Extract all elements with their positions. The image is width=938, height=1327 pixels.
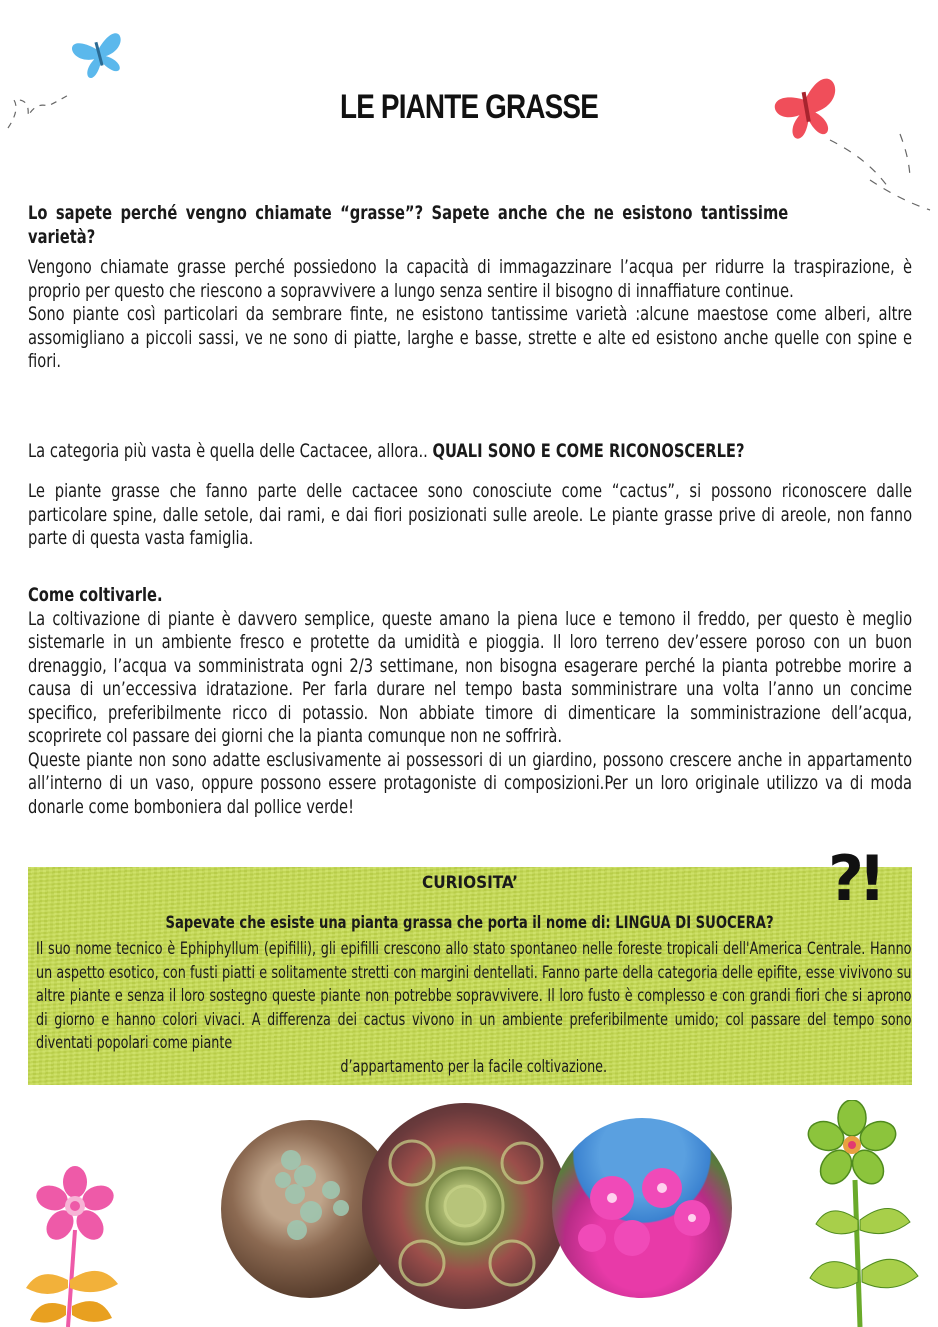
intro-question-text: Lo sapete perché vengno chiamate “grasse”? Sapete anche che ne esistono tantissime varietà? [28, 202, 789, 248]
paragraph-cactacee [28, 480, 912, 551]
curiosity-subtitle-text: Sapevate che esiste una pianta grassa che porta il nome di: LINGUA DI SUOCERA? [165, 913, 775, 933]
paragraph-categoria [28, 440, 912, 464]
paragraph-text: Sono piante così particolari da sembrare finte, ne esistono tantissime varietà :alcune maestose come alberi, altre assomigliano a piccoli sassi, ve ne sono di piatte, larghe e basse, strette e alte ed esistono anche quelle con spine e fiori. [28, 303, 913, 372]
curiosity-body: Il suo nome tecnico è Ephiphyllum (epifilli), gli epifilli crescono allo stato spontaneo nelle foreste tropicali dell'America Centrale. Hanno un aspetto esotico, con fusti piatti e solitamente stretti con margini dentellati. Fanno parte della categoria delle epifite, esse vivivono su altre piante e senza il loro sostegno queste piante non potrebbe sopravvivere. Il loro fusto è complesso e con grandi fiori che si aprono di giorno e hanno colori vivaci. A differenza dei cactus vivono in un ambiente preferibilmente umido; col passare del tempo sono diventati popolari come piante [36, 939, 912, 1052]
question-exclamation-icon: ?! [828, 842, 881, 915]
paragraph-text: Vengono chiamate grasse perché possiedono la capacità di immagazzinare l’acqua per ridurre la traspirazione, è proprio per questo che riescono a sopravvivere a lungo senza sentire il bisogno di innaffiature continue. [28, 256, 913, 302]
cactus-flowers-photo [552, 1118, 732, 1298]
paragraph-highlight: QUALI SONO E COME RICONOSCERLE? [432, 440, 745, 462]
intro-question [28, 202, 912, 249]
paragraph-text: Le piante grasse che fanno parte delle cactacee sono conosciute come “cactus”, si possono riconoscere dalle particolare spine, dalle setole, dai rami, e dai fiori posizionati sulle areole. Le piante grasse prive di areole, non fanno parte di questa vasta famiglia. [28, 480, 913, 549]
paragraph-text: Queste piante non sono adatte esclusivamente ai possessori di un giardino, possono crescere anche in appartamento all’interno di un vaso, oppure possono essere protagoniste di composizioni.Per un loro originale utilizzo va di moda donarle come bomboniera dal pollice verde! [28, 748, 913, 818]
sempervivum-photo [362, 1103, 568, 1309]
curiosity-subtitle [28, 913, 912, 933]
section-heading: Come coltivarle. [28, 584, 163, 606]
page-title: LE PIANTE GRASSE [340, 88, 598, 126]
green-flower-icon [800, 1100, 930, 1327]
curiosity-body-last: d’appartamento per la facile coltivazione. [340, 1056, 608, 1076]
curiosity-box [28, 867, 912, 1085]
pink-flower-icon [20, 1160, 130, 1327]
paragraph-coltivazione [28, 584, 912, 819]
paragraph-text: La coltivazione di piante è davvero semplice, queste amano la piena luce e temono il freddo, per questo è meglio sistemarle in un ambiente fresco e protette da umidità e pioggia. Il loro terreno dev’essere poroso con un buon drenaggio, l’acqua va somministrata ogni 2/3 settimane, non bisogna esagerare perché la pianta potrebbe morire a causa di un’eccessiva idratazione. Per farla durare nel tempo basta somministrare una volta l’anno un concime specifico, preferibilmente ricco di potassio. Non abbiate timore di dimenticare la somministrazione dell’acqua, scoprirete col passare dei giorni che la pianta comunque non ne soffrirà. [28, 607, 913, 747]
curiosity-title: CURIOSITA’ [421, 873, 518, 893]
curiosity-text [36, 937, 911, 1078]
paragraph-text: La categoria più vasta è quella delle Cactacee, allora.. [28, 440, 433, 462]
paragraph-why-grasse [28, 256, 912, 374]
